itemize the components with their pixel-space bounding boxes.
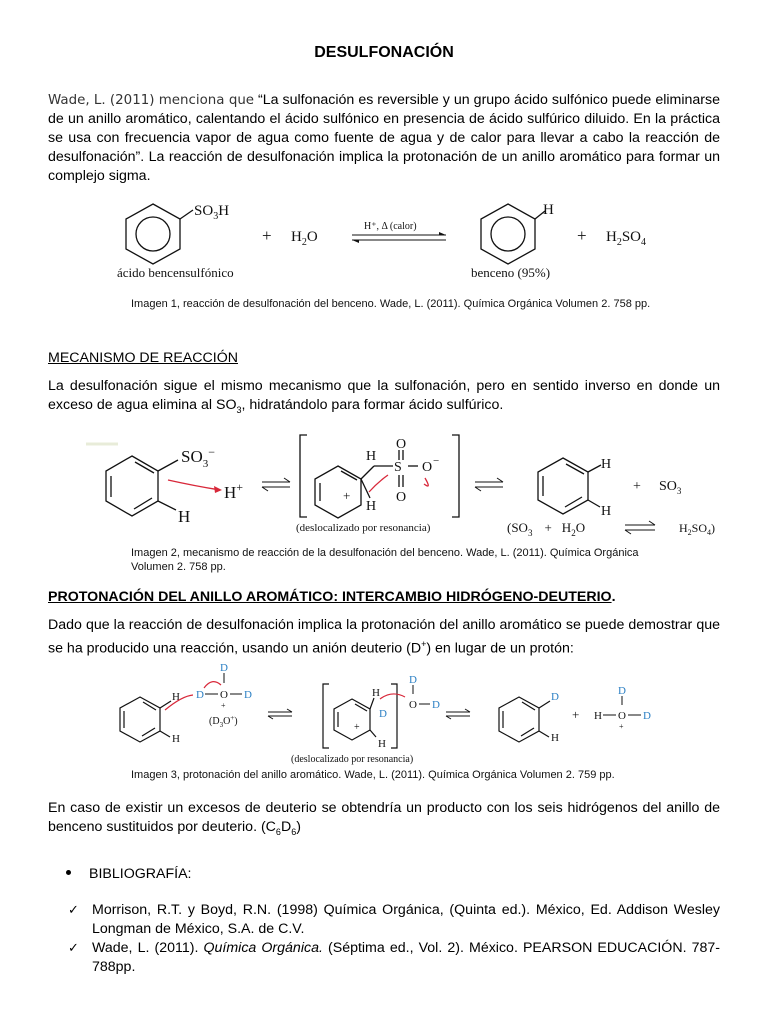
- bullet-dot: [66, 870, 71, 875]
- proton: H+: [224, 480, 244, 502]
- fig3-h-bottom: H: [172, 733, 180, 745]
- plus-sign-3: +: [633, 479, 641, 494]
- svg-text:+: +: [619, 722, 624, 731]
- sulfuric-acid-label: $H_2SO_4$: [606, 229, 647, 248]
- fig3-sigma-d: D: [379, 708, 387, 720]
- hydration-equation: ($SO_3 + H_2O$: [507, 520, 586, 538]
- so3-label: $SO_3$: [659, 479, 682, 496]
- deuterium-paragraph: En caso de existir un excesos de deuterio se obtendría un producto con los seis hidrógenos del anillo de benceno sustituidos por deuterio. $(C_6D_6)$: [48, 800, 720, 837]
- fig3-bracket-left: [323, 684, 329, 748]
- fig3-sigma-h2: H: [378, 738, 386, 750]
- fig3-product-d: D: [551, 691, 559, 703]
- check-icon: ✓: [68, 941, 79, 956]
- product-h-bottom: H: [601, 504, 612, 519]
- oxygen-center: O: [220, 689, 228, 701]
- svg-text:H: H: [594, 710, 602, 722]
- fig3-product-ring: [499, 697, 550, 742]
- reactant-name: ácido bencensulfónico: [117, 265, 234, 280]
- fig3-d2o: [409, 674, 440, 711]
- d3o-reagent: [196, 662, 252, 710]
- page-title: DESULFONACIÓN: [314, 44, 454, 61]
- fig3-h-top: H: [172, 691, 180, 703]
- sulfur: S: [394, 460, 402, 475]
- reference-1: ✓ Morrison, R.T. y Boyd, R.N. (1998) Química Orgánica, (Quinta ed.). México, Ed. Addison Wesley Longman de México, S.A. de C.V.: [68, 902, 720, 937]
- mechanism-paragraph: La desulfonación sigue el mismo mecanismo que la sulfonación, pero en sentido inverso en donde un exceso de agua elimina al $SO_3$, hidratándolo para formar ácido sulfúrico.: [48, 378, 720, 415]
- ring-cation: +: [343, 488, 351, 503]
- figure-2-caption: Imagen 2, mecanismo de reacción de la desulfonación del benceno. Wade, L. (2011). Química Orgánica Volumen 2. 758 pp.: [131, 547, 639, 573]
- fig3-sigma-ring: [334, 698, 376, 740]
- oxygen-right: O: [422, 460, 433, 475]
- plus-sign: +: [262, 226, 272, 245]
- product-hydrogen: H: [543, 202, 554, 218]
- fig3-sigma-label: (deslocalizado por resonancia): [291, 754, 414, 765]
- oxygen-bottom: O: [396, 490, 407, 505]
- intro-citation-lead: Wade, L. (2011) menciona que: [48, 93, 255, 108]
- plus-sign-2: +: [577, 226, 587, 245]
- fig3-product-h: H: [551, 732, 559, 744]
- d-right: D: [244, 689, 252, 701]
- check-icon: ✓: [68, 903, 79, 918]
- svg-text:D: D: [618, 685, 626, 697]
- protonation-paragraph: Dado que la reacción de desulfonación implica la protonación del anillo aromático se puede demostrar que se ha producido una reacción, usando un anión deuterio (D+) en lugar de un protón:: [48, 617, 720, 657]
- svg-text:O: O: [618, 710, 626, 722]
- mechanism-heading: MECANISMO DE REACCIÓN: [48, 350, 238, 366]
- d-top: D: [220, 662, 228, 674]
- oxygen-charge: −: [433, 455, 440, 467]
- figure-3-caption: Imagen 3, protonación del anillo aromático. Wade, L. (2011). Química Orgánica Volumen 2. 759 pp.: [131, 769, 615, 781]
- fig3-arrow-2: [204, 682, 221, 688]
- intro-rest: La reacción de desulfonación implica la protonación de un anillo aromático para formar un complejo sigma.: [48, 149, 720, 184]
- sigma-hydrogen-1: H: [366, 449, 377, 464]
- fig3-sigma-h: H: [372, 687, 380, 699]
- bibliography-title: BIBLIOGRAFÍA:: [66, 866, 192, 882]
- sigma-complex-label: (deslocalizado por resonancia): [296, 522, 431, 534]
- equilibrium-arrow-5: [268, 709, 292, 719]
- protonation-heading: PROTONACIÓN DEL ANILLO AROMÁTICO: INTERCAMBIO HIDRÓGENO-DEUTERIO.: [48, 589, 616, 605]
- fig3-arrow-3: [380, 694, 405, 699]
- reference-2: ✓ Wade, L. (2011). Química Orgánica. (Séptima ed., Vol. 2). México. PEARSON EDUCACIÓN. 787-788pp.: [68, 940, 720, 975]
- intro-quote: “La sulfonación es reversible y un grupo ácido sulfónico puede eliminarse de un anillo aromático, calentando el ácido sulfónico en presencia de ácido sulfúrico diluido. En la práctica se usa con frecuencia vapor de agua como fuente de agua y de calor para llevar a cabo la reacción de desulfonación”.: [48, 92, 720, 165]
- svg-text:D: D: [409, 674, 417, 686]
- oxygen-charge: +: [221, 701, 226, 710]
- water-label: $H_2O$: [291, 229, 318, 248]
- fig3-hdo: [594, 685, 651, 731]
- hydration-product: $H_2SO_4$): [679, 521, 716, 537]
- d3o-label: $(D_3O^+)$: [209, 714, 238, 729]
- product-name: benceno (95%): [471, 265, 551, 280]
- product-h-top: H: [601, 457, 612, 472]
- fig3-ring-cation: +: [354, 722, 360, 733]
- figure-1-caption: Imagen 1, reacción de desulfonación del benceno. Wade, L. (2011). Química Orgánica Volumen 2. 758 pp.: [131, 298, 651, 310]
- sigma-hydrogen-2: H: [366, 499, 377, 514]
- d-left: D: [196, 689, 204, 701]
- svg-text:O: O: [409, 699, 417, 711]
- oxygen-top: O: [396, 437, 407, 452]
- benzene-ring-fig3: [120, 697, 171, 742]
- sulfonic-group-label: $SO_3H$: [194, 203, 230, 222]
- svg-text:D: D: [432, 699, 440, 711]
- fig3-plus: +: [572, 707, 580, 722]
- ring-hydrogen: H: [178, 507, 191, 526]
- equilibrium-arrow-6: [446, 709, 470, 719]
- reaction-conditions-label: H⁺, Δ (calor): [364, 221, 417, 232]
- sulfonate-group: $SO_3^-$: [181, 445, 216, 470]
- svg-text:D: D: [643, 710, 651, 722]
